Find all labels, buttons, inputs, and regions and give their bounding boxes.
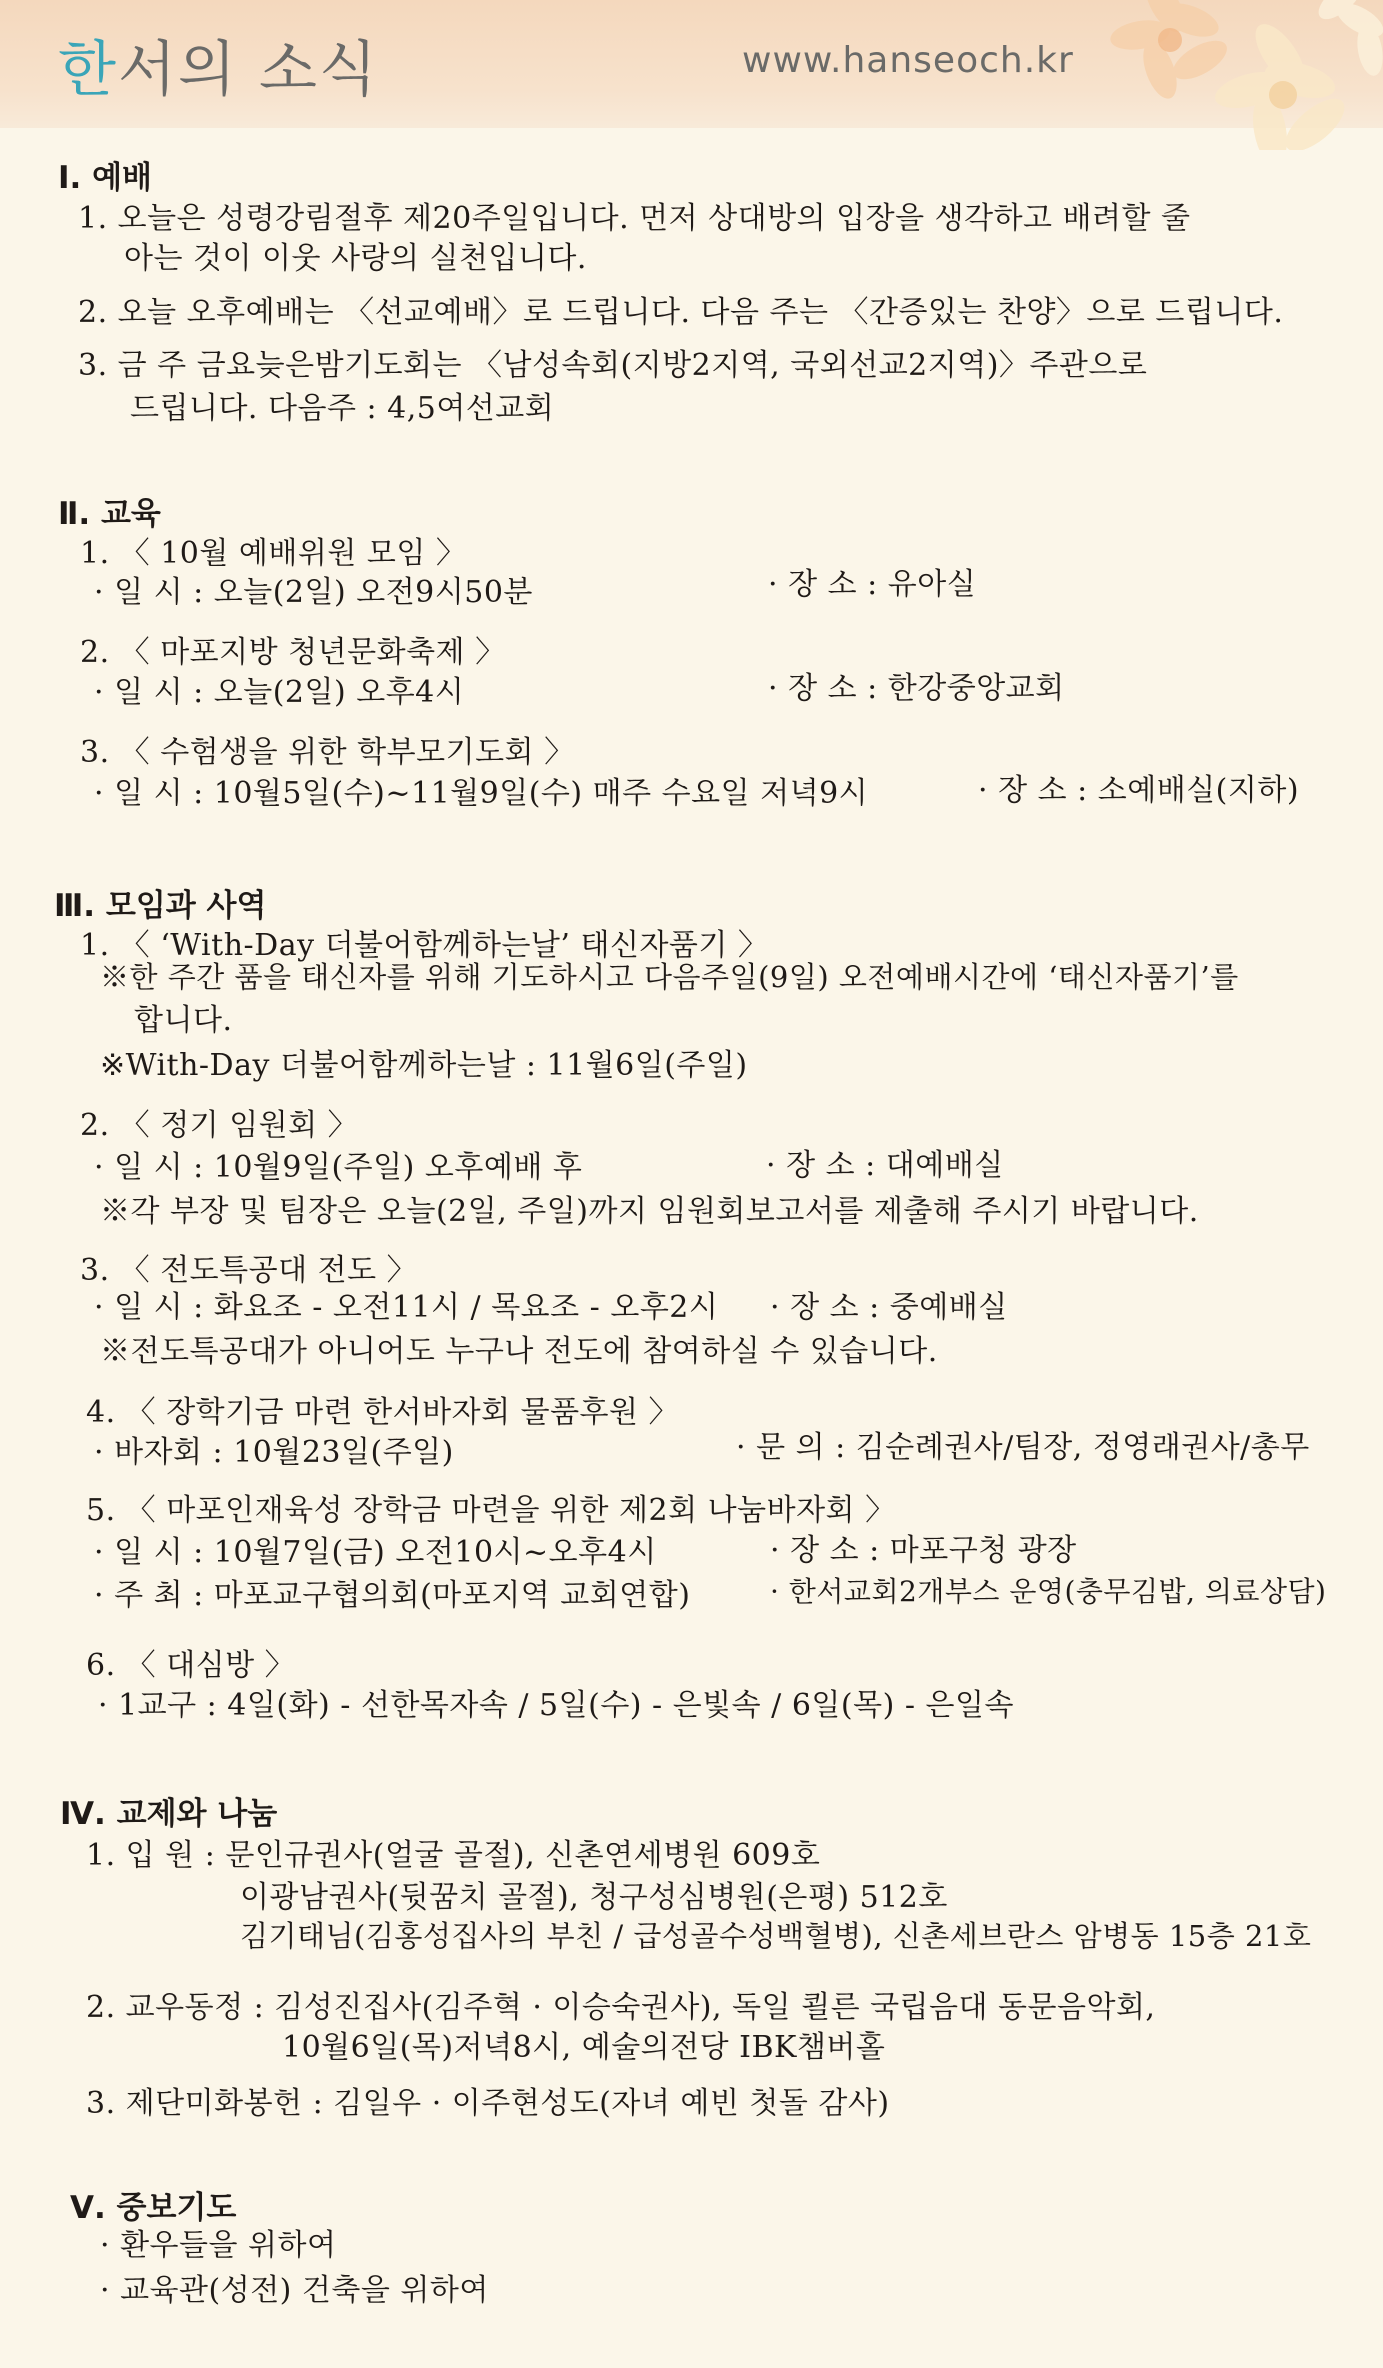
ministry-item-5-place: · 장 소 : 마포구청 광장 (770, 1533, 1077, 1568)
ministry-item-4-contact: · 문 의 : 김순례권사/팀장, 정영래권사/총무 (736, 1430, 1310, 1465)
ministry-item-3-place: · 장 소 : 중예배실 (770, 1290, 1008, 1325)
title-rest: 서의 소식 (117, 35, 379, 105)
intercession-item-2: · 교육관(성전) 건축을 위하여 (100, 2273, 489, 2308)
intercession-item-1: · 환우들을 위하여 (100, 2228, 337, 2263)
ministry-item-3: 3. 〈 전도특공대 전도 〉 (80, 1253, 418, 1288)
section-education-title: Ⅱ. 교육 (58, 496, 161, 532)
flower-decoration-icon (1040, 0, 1383, 150)
fellowship-altar-flowers: 3. 제단미화봉헌 : 김일우 · 이주현성도(자녀 예빈 첫돌 감사) (86, 2086, 890, 2121)
education-item-1-place: · 장 소 : 유아실 (768, 567, 977, 602)
ministry-item-1: 1. 〈 ‘With-Day 더불어함께하는날’ 태신자품기 〉 (80, 928, 769, 963)
education-item-1-date: · 일 시 : 오늘(2일) 오전9시50분 (94, 575, 533, 610)
ministry-item-3-date: · 일 시 : 화요조 - 오전11시 / 목요조 - 오후2시 (94, 1290, 719, 1325)
ministry-item-6-schedule: · 1교구 : 4일(화) - 선한목자속 / 5일(수) - 은빛속 / 6일(목) - 은일속 (98, 1688, 1014, 1723)
education-item-1: 1. 〈 10월 예배위원 모임 〉 (80, 536, 467, 571)
worship-item-1-line-2: 아는 것이 이웃 사랑의 실천입니다. (124, 241, 587, 276)
ministry-item-4: 4. 〈 장학기금 마련 한서바자회 물품후원 〉 (86, 1395, 680, 1430)
education-item-2-date: · 일 시 : 오늘(2일) 오후4시 (94, 675, 465, 710)
ministry-item-1-note-3: ※With-Day 더불어함께하는날 : 11월6일(주일) (100, 1048, 748, 1083)
education-item-2: 2. 〈 마포지방 청년문화축제 〉 (80, 635, 506, 670)
newsletter-title (58, 22, 379, 108)
worship-item-3-line-1: 3. 금 주 금요늦은밤기도회는 〈남성속회(지방2지역, 국외선교2지역)〉주관으로 (78, 348, 1148, 383)
worship-item-1-line-1: 1. 오늘은 성령강림절후 제20주일입니다. 먼저 상대방의 입장을 생각하고 배려할 줄 (78, 201, 1191, 236)
website-url: www.hanseoch.kr (742, 40, 1074, 81)
section-ministry-title: Ⅲ. 모임과 사역 (54, 888, 267, 924)
ministry-item-2-place: · 장 소 : 대예배실 (766, 1148, 1004, 1183)
ministry-item-1-note-2: 합니다. (134, 1003, 233, 1038)
header-banner (0, 0, 1383, 128)
fellowship-hospital-line-3: 김기태님(김홍성집사의 부친 / 급성골수성백혈병), 신촌세브란스 암병동 15층 21호 (240, 1919, 1312, 1953)
fellowship-news-line-2: 10월6일(목)저녁8시, 예술의전당 IBK챔버홀 (282, 2030, 886, 2065)
fellowship-hospital-line-1: 1. 입 원 : 문인규권사(얼굴 골절), 신촌연세병원 609호 (86, 1838, 821, 1873)
ministry-item-3-note: ※전도특공대가 아니어도 누구나 전도에 참여하실 수 있습니다. (100, 1334, 938, 1369)
ministry-item-4-date: · 바자회 : 10월23일(주일) (94, 1435, 454, 1470)
ministry-item-5-host: · 주 최 : 마포교구협의회(마포지역 교회연합) (94, 1578, 691, 1613)
ministry-item-5: 5. 〈 마포인재육성 장학금 마련을 위한 제2회 나눔바자회 〉 (86, 1493, 896, 1528)
ministry-item-5-run: · 한서교회2개부스 운영(충무김밥, 의료상담) (770, 1575, 1327, 1608)
ministry-item-1-note-1: ※한 주간 품을 태신자를 위해 기도하시고 다음주일(9일) 오전예배시간에 ‘태신자품기’를 (100, 960, 1239, 994)
education-item-2-place: · 장 소 : 한강중앙교회 (768, 671, 1065, 706)
ministry-item-5-date: · 일 시 : 10월7일(금) 오전10시~오후4시 (94, 1535, 657, 1570)
ministry-item-2: 2. 〈 정기 임원회 〉 (80, 1108, 359, 1143)
fellowship-hospital-line-2: 이광남권사(뒷꿈치 골절), 청구성심병원(은평) 512호 (240, 1880, 948, 1915)
education-item-3: 3. 〈 수험생을 위한 학부모기도회 〉 (80, 735, 575, 770)
section-intercession-title: Ⅴ. 중보기도 (70, 2190, 237, 2226)
education-item-3-place: · 장 소 : 소예배실(지하) (978, 773, 1300, 808)
ministry-item-2-date: · 일 시 : 10월9일(주일) 오후예배 후 (94, 1150, 583, 1185)
section-worship-title: Ⅰ. 예배 (58, 160, 152, 196)
worship-item-2: 2. 오늘 오후예배는 〈선교예배〉로 드립니다. 다음 주는 〈간증있는 찬양〉으로 드립니다. (78, 295, 1284, 330)
ministry-item-6: 6. 〈 대심방 〉 (86, 1648, 296, 1683)
title-accent: 한 (58, 35, 118, 105)
education-item-3-date: · 일 시 : 10월5일(수)~11월9일(수) 매주 수요일 저녁9시 (94, 776, 869, 811)
fellowship-news-line-1: 2. 교우동정 : 김성진집사(김주혁 · 이승숙권사), 독일 쾰른 국립음대 동문음악회, (86, 1990, 1156, 2025)
ministry-item-2-note: ※각 부장 및 팀장은 오늘(2일, 주일)까지 임원회보고서를 제출해 주시기 바랍니다. (100, 1194, 1199, 1229)
worship-item-3-line-2: 드립니다. 다음주 : 4,5여선교회 (130, 391, 555, 426)
section-fellowship-title: Ⅳ. 교제와 나눔 (60, 1796, 278, 1832)
